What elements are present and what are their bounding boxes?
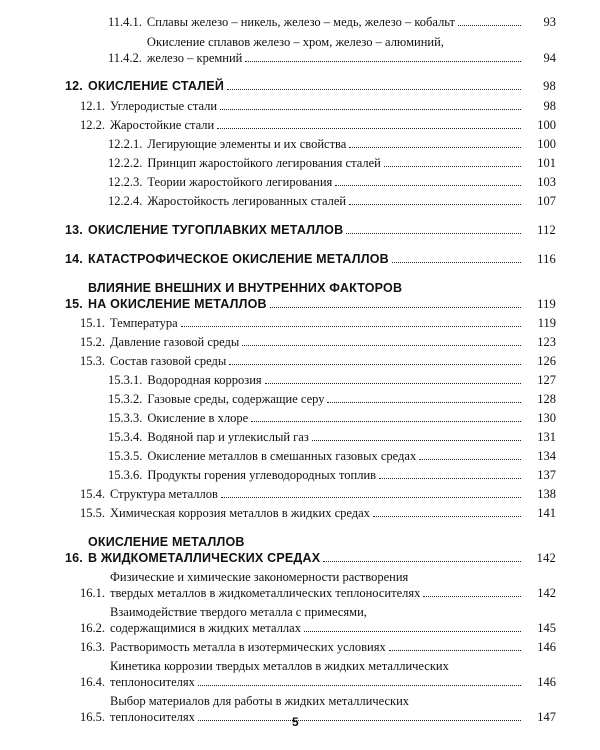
dot-leader bbox=[458, 25, 521, 26]
toc-entry-title-line: Выбор материалов для работы в жидких металлических bbox=[110, 694, 410, 708]
toc-entry-body bbox=[147, 410, 524, 426]
toc-entry-number: 15.4. bbox=[80, 487, 105, 501]
toc-entry-title-line: Водяной пар и углекислый газ bbox=[147, 430, 309, 444]
table-of-contents bbox=[0, 14, 600, 725]
toc-entry-title-line: Структура металлов bbox=[110, 487, 218, 501]
toc-entry-title-line: Водородная коррозия bbox=[147, 373, 262, 387]
toc-entry-number: 16. bbox=[65, 551, 83, 565]
dot-leader bbox=[251, 421, 521, 422]
toc-entry-page: 119 bbox=[537, 316, 556, 330]
toc-entry-body bbox=[110, 569, 524, 601]
toc-entry-title-line: КАТАСТРОФИЧЕСКОЕ ОКИСЛЕНИЕ МЕТАЛЛОВ bbox=[87, 252, 389, 266]
toc-entry-title-line: Продукты горения углеводородных топлив bbox=[147, 468, 377, 482]
toc-entry-title-line: Температура bbox=[110, 316, 178, 330]
toc-entry-title-line: Взаимодействие твердого металла с примесями, bbox=[110, 605, 367, 619]
toc-entry-body bbox=[88, 78, 524, 94]
toc-entry-body bbox=[110, 658, 524, 690]
toc-entry-title-line: Растворимость металла в изотермических условиях bbox=[110, 640, 386, 654]
toc-entry-title-line: Окисление в хлоре bbox=[147, 411, 249, 425]
toc-entry-title-line: Окисление сплавов железо – хром, железо – алюминий, bbox=[146, 35, 444, 49]
toc-entry bbox=[80, 486, 600, 502]
toc-entry-title-line: Газовые среды, содержащие серу bbox=[147, 392, 325, 406]
dot-leader bbox=[227, 89, 521, 90]
toc-entry-number: 15.3.3. bbox=[108, 411, 143, 425]
toc-entry-number: 14. bbox=[65, 252, 83, 266]
toc-entry-last-line bbox=[88, 296, 524, 312]
toc-entry bbox=[80, 98, 600, 114]
dot-leader bbox=[346, 233, 521, 234]
dot-leader bbox=[423, 596, 521, 597]
toc-entry bbox=[80, 315, 600, 331]
toc-entry-title-line: Углеродистые стали bbox=[110, 99, 218, 113]
toc-entry bbox=[108, 174, 600, 190]
toc-entry-last-line bbox=[88, 222, 524, 238]
toc-entry-body bbox=[110, 315, 524, 331]
dot-leader bbox=[389, 650, 521, 651]
toc-entry-body bbox=[147, 174, 524, 190]
dot-leader bbox=[265, 383, 521, 384]
toc-entry-body bbox=[110, 334, 524, 350]
toc-entry-page: 93 bbox=[543, 15, 556, 29]
toc-entry-last-line bbox=[147, 448, 524, 464]
toc-entry-body bbox=[110, 639, 524, 655]
toc-entry-page: 98 bbox=[543, 99, 556, 113]
toc-entry bbox=[108, 410, 600, 426]
toc-entry-title-line: ОКИСЛЕНИЕ СТАЛЕЙ bbox=[87, 79, 225, 93]
toc-entry-body bbox=[110, 604, 524, 636]
toc-entry-number: 15.3.2. bbox=[108, 392, 143, 406]
toc-entry bbox=[108, 136, 600, 152]
toc-entry-title-line: Легирующие элементы и их свойства bbox=[147, 137, 347, 151]
toc-entry bbox=[108, 467, 600, 483]
toc-entry-page: 146 bbox=[537, 640, 556, 654]
toc-entry-last-line bbox=[110, 674, 524, 690]
toc-entry-last-line bbox=[110, 639, 524, 655]
toc-entry-page: 134 bbox=[537, 449, 556, 463]
toc-entry-body bbox=[147, 429, 524, 445]
dot-leader bbox=[198, 685, 521, 686]
dot-leader bbox=[323, 561, 521, 562]
dot-leader bbox=[242, 345, 521, 346]
toc-entry-title-line: железо – кремний bbox=[146, 51, 243, 65]
toc-entry bbox=[108, 193, 600, 209]
toc-entry-last-line bbox=[110, 98, 524, 114]
toc-entry-page: 123 bbox=[537, 335, 556, 349]
toc-entry bbox=[80, 353, 600, 369]
toc-entry-title-line: Физические и химические закономерности растворения bbox=[110, 570, 409, 584]
toc-entry-body bbox=[110, 693, 524, 725]
toc-entry-page: 94 bbox=[543, 51, 556, 65]
toc-entry-last-line bbox=[88, 550, 524, 566]
toc-entry bbox=[80, 639, 600, 655]
toc-entry-last-line bbox=[147, 155, 524, 171]
dot-leader bbox=[245, 61, 521, 62]
toc-entry bbox=[80, 117, 600, 133]
toc-entry-title-line: ОКИСЛЕНИЕ МЕТАЛЛОВ bbox=[87, 535, 245, 549]
toc-entry bbox=[80, 334, 600, 350]
toc-entry bbox=[80, 658, 600, 690]
toc-chapter-entry bbox=[65, 251, 600, 267]
dot-leader bbox=[392, 262, 521, 263]
page-number: 5 bbox=[292, 715, 299, 729]
toc-entry-last-line bbox=[147, 136, 524, 152]
dot-leader bbox=[384, 166, 521, 167]
toc-entry-last-line bbox=[147, 50, 524, 66]
toc-entry bbox=[108, 429, 600, 445]
toc-entry-last-line bbox=[110, 117, 524, 133]
toc-chapter-entry bbox=[65, 534, 600, 566]
toc-entry-page: 142 bbox=[536, 551, 556, 565]
dot-leader bbox=[198, 720, 521, 721]
toc-entry bbox=[80, 505, 600, 521]
toc-entry-title-line: ВЛИЯНИЕ ВНЕШНИХ И ВНУТРЕННИХ ФАКТОРОВ bbox=[87, 281, 403, 295]
toc-entry-body bbox=[88, 534, 524, 566]
toc-entry-number: 16.4. bbox=[80, 675, 105, 689]
toc-entry-last-line bbox=[110, 486, 524, 502]
toc-entry-number: 15.3.5. bbox=[108, 449, 143, 463]
toc-entry bbox=[108, 448, 600, 464]
toc-entry-last-line bbox=[147, 174, 524, 190]
dot-leader bbox=[349, 147, 521, 148]
toc-entry-last-line bbox=[110, 334, 524, 350]
toc-entry-title-line: Состав газовой среды bbox=[110, 354, 227, 368]
toc-entry bbox=[108, 391, 600, 407]
dot-leader bbox=[270, 307, 521, 308]
dot-leader bbox=[349, 204, 521, 205]
toc-entry-title-line: Сплавы железо – никель, железо – медь, железо – кобальт bbox=[146, 15, 455, 29]
toc-entry bbox=[80, 693, 600, 725]
toc-entry-title-line: В ЖИДКОМЕТАЛЛИЧЕСКИХ СРЕДАХ bbox=[87, 551, 321, 565]
toc-entry-page: 100 bbox=[537, 118, 556, 132]
toc-entry-last-line bbox=[110, 620, 524, 636]
toc-entry-page: 137 bbox=[537, 468, 556, 482]
toc-entry-page: 100 bbox=[537, 137, 556, 151]
dot-leader bbox=[220, 109, 521, 110]
toc-entry-title-line: Химическая коррозия металлов в жидких средах bbox=[110, 506, 370, 520]
toc-entry-last-line bbox=[147, 372, 524, 388]
toc-entry-title-line: твердых металлов в жидкометаллических теплоносителях bbox=[110, 586, 421, 600]
toc-entry-page: 145 bbox=[537, 621, 556, 635]
toc-entry-page: 130 bbox=[537, 411, 556, 425]
toc-entry-last-line bbox=[88, 251, 524, 267]
toc-entry-number: 13. bbox=[65, 223, 83, 237]
toc-entry-title-line: содержащимися в жидких металлах bbox=[110, 621, 301, 635]
toc-entry-page: 103 bbox=[537, 175, 556, 189]
toc-entry-title-line: НА ОКИСЛЕНИЕ МЕТАЛЛОВ bbox=[87, 297, 267, 311]
toc-entry-number: 12.2.1. bbox=[108, 137, 143, 151]
toc-entry-page: 119 bbox=[537, 297, 556, 311]
toc-entry-page: 142 bbox=[537, 586, 556, 600]
toc-entry-last-line bbox=[110, 353, 524, 369]
toc-entry-page: 98 bbox=[543, 79, 556, 93]
toc-entry-body bbox=[110, 505, 524, 521]
toc-entry-body bbox=[147, 391, 524, 407]
toc-entry-number: 16.2. bbox=[80, 621, 105, 635]
toc-chapter-entry bbox=[65, 78, 600, 94]
toc-entry-last-line bbox=[147, 410, 524, 426]
toc-entry-title-line: Кинетика коррозии твердых металлов в жидких металлических bbox=[110, 659, 449, 673]
toc-entry-page: 126 bbox=[537, 354, 556, 368]
toc-entry-number: 15.3.4. bbox=[108, 430, 143, 444]
toc-entry-title-line: Жаростойкие стали bbox=[110, 118, 215, 132]
toc-entry-number: 15.3.1. bbox=[108, 373, 143, 387]
dot-leader bbox=[229, 364, 521, 365]
toc-chapter-entry bbox=[65, 222, 600, 238]
toc-entry-number: 12.1. bbox=[80, 99, 105, 113]
toc-entry bbox=[80, 604, 600, 636]
toc-entry-number: 15.1. bbox=[80, 316, 105, 330]
toc-entry-body bbox=[88, 251, 524, 267]
toc-entry-page: 138 bbox=[537, 487, 556, 501]
toc-entry-last-line bbox=[147, 467, 524, 483]
toc-entry-body bbox=[88, 280, 524, 312]
toc-entry-body bbox=[147, 136, 524, 152]
toc-chapter-entry bbox=[65, 280, 600, 312]
dot-leader bbox=[419, 459, 521, 460]
toc-entry-page: 147 bbox=[537, 710, 556, 724]
toc-entry bbox=[108, 372, 600, 388]
toc-entry bbox=[108, 34, 600, 66]
toc-entry-title-line: Теории жаростойкого легирования bbox=[147, 175, 333, 189]
toc-entry-title-line: Окисление металлов в смешанных газовых средах bbox=[147, 449, 417, 463]
dot-leader bbox=[335, 185, 521, 186]
toc-entry-body bbox=[147, 467, 524, 483]
toc-entry-last-line bbox=[147, 14, 524, 30]
toc-entry-number: 16.3. bbox=[80, 640, 105, 654]
toc-entry-title-line: теплоносителях bbox=[110, 675, 195, 689]
toc-entry-number: 15.3.6. bbox=[108, 468, 143, 482]
dot-leader bbox=[312, 440, 521, 441]
toc-entry-body bbox=[110, 98, 524, 114]
toc-entry-last-line bbox=[110, 505, 524, 521]
toc-entry-page: 128 bbox=[537, 392, 556, 406]
toc-entry-number: 16.5. bbox=[80, 710, 105, 724]
toc-entry-page: 141 bbox=[537, 506, 556, 520]
toc-entry-number: 16.1. bbox=[80, 586, 105, 600]
toc-entry bbox=[108, 155, 600, 171]
toc-entry-page: 146 bbox=[537, 675, 556, 689]
toc-entry-number: 15.5. bbox=[80, 506, 105, 520]
toc-entry-number: 12.2.3. bbox=[108, 175, 143, 189]
dot-leader bbox=[181, 326, 521, 327]
toc-entry-title-line: теплоносителях bbox=[110, 710, 195, 724]
toc-entry-number: 11.4.2. bbox=[108, 51, 142, 65]
toc-entry-number: 12.2. bbox=[80, 118, 105, 132]
toc-entry-page: 101 bbox=[537, 156, 556, 170]
toc-entry-body bbox=[110, 353, 524, 369]
toc-entry-body bbox=[147, 193, 524, 209]
toc-entry-last-line bbox=[147, 391, 524, 407]
toc-entry bbox=[108, 14, 600, 30]
toc-entry-body bbox=[88, 222, 524, 238]
dot-leader bbox=[217, 128, 521, 129]
toc-entry-number: 15. bbox=[65, 297, 83, 311]
toc-entry-number: 15.3. bbox=[80, 354, 105, 368]
dot-leader bbox=[304, 631, 521, 632]
toc-entry bbox=[80, 569, 600, 601]
toc-entry-page: 116 bbox=[537, 252, 556, 266]
dot-leader bbox=[327, 402, 521, 403]
toc-entry-page: 131 bbox=[537, 430, 556, 444]
toc-entry-number: 12.2.2. bbox=[108, 156, 143, 170]
toc-entry-last-line bbox=[110, 709, 524, 725]
toc-entry-page: 127 bbox=[537, 373, 556, 387]
toc-entry-title-line: Принцип жаростойкого легирования сталей bbox=[147, 156, 381, 170]
toc-entry-last-line bbox=[88, 78, 524, 94]
toc-entry-body bbox=[110, 117, 524, 133]
toc-entry-body bbox=[147, 372, 524, 388]
toc-entry-last-line bbox=[147, 429, 524, 445]
toc-entry-page: 112 bbox=[537, 223, 556, 237]
toc-entry-title-line: ОКИСЛЕНИЕ ТУГОПЛАВКИХ МЕТАЛЛОВ bbox=[87, 223, 344, 237]
toc-entry-number: 11.4.1. bbox=[108, 15, 142, 29]
toc-entry-title-line: Жаростойкость легированных сталей bbox=[147, 194, 347, 208]
toc-entry-body bbox=[147, 448, 524, 464]
toc-entry-body bbox=[110, 486, 524, 502]
toc-entry-last-line bbox=[110, 315, 524, 331]
toc-entry-number: 12. bbox=[65, 79, 83, 93]
toc-entry-number: 15.2. bbox=[80, 335, 105, 349]
dot-leader bbox=[373, 516, 521, 517]
toc-entry-body bbox=[147, 14, 524, 30]
toc-entry-title-line: Давление газовой среды bbox=[110, 335, 240, 349]
toc-entry-body bbox=[147, 34, 524, 66]
toc-entry-page: 107 bbox=[537, 194, 556, 208]
toc-entry-last-line bbox=[147, 193, 524, 209]
toc-entry-body bbox=[147, 155, 524, 171]
dot-leader bbox=[379, 478, 521, 479]
dot-leader bbox=[221, 497, 521, 498]
toc-entry-last-line bbox=[110, 585, 524, 601]
toc-entry-number: 12.2.4. bbox=[108, 194, 143, 208]
